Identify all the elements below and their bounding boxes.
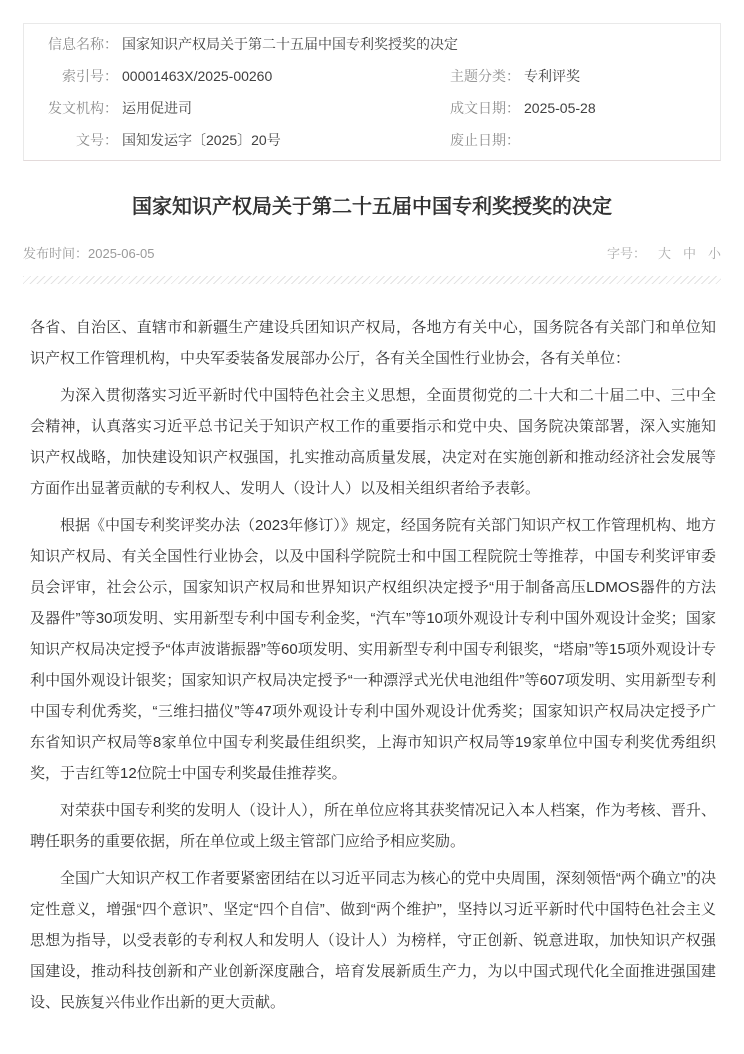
issuing-agency-value: 运用促进司 (122, 100, 192, 116)
body-paragraph: 根据《中国专利奖评奖办法（2023年修订）》规定，经国务院有关部门知识产权工作管理机构、地方知识产权局、有关全国性行业协会，以及中国科学院院士和中国工程院院士等推荐，中国专利奖评审委员会评审，社会公示，国家知识产权局和世界知识产权组织决定授予“用于制备高压LDMOS器件的方法及器件”等30项发明、实用新型专利中国专利金奖，“汽车”等10项外观设计专利中国外观设计金奖；国家知识产权局决定授予“体声波谐振器”等60项发明、实用新型专利中国专利银奖，“塔扇”等15项外观设计专利中国外观设计银奖；国家知识产权局决定授予“一种漂浮式光伏电池组件”等607项发明、实用新型专利中国专利优秀奖，“三维扫描仪”等47项外观设计专利中国外观设计优秀奖；国家知识产权局决定授予广东省知识产权局等8家单位中国专利奖最佳组织奖，上海市知识产权局等19家单位中国专利奖优秀组织奖，于吉红等12位院士中国专利奖最佳推荐奖。 (30, 517, 716, 782)
body-paragraph: 各省、自治区、直辖市和新疆生产建设兵团知识产权局，各地方有关中心，国务院各有关部门和单位知识产权工作管理机构，中央军委装备发展部办公厅，各有关全国性行业协会，各有关单位： (30, 319, 716, 367)
publish-time-value: 2025-06-05 (88, 246, 155, 261)
abolish-date-label: 废止日期： (450, 132, 520, 148)
issuing-agency-label: 发文机构： (48, 100, 118, 116)
font-size-label: 字号： (606, 246, 646, 261)
info-row-index (24, 60, 720, 92)
info-name-label: 信息名称： (48, 36, 118, 52)
body-paragraph: 为深入贯彻落实习近平新时代中国特色社会主义思想，全面贯彻党的二十大和二十届二中、三中全会精神，认真落实习近平总书记关于知识产权工作的重要指示和党中央、国务院决策部署，深入实施知识产权战略，加快建设知识产权强国，扎实推动高质量发展，决定对在实施创新和推动经济社会发展等方面作出显著贡献的专利权人、发明人（设计人）以及相关组织者给予表彰。 (30, 387, 716, 497)
info-row-issuer (24, 92, 720, 124)
doc-number-value: 国知发运字〔2025〕20号 (122, 132, 281, 148)
article-body (0, 284, 744, 1054)
doc-number-label: 文号： (76, 132, 118, 148)
font-size-small-button[interactable]: 小 (707, 246, 721, 261)
hatched-divider (23, 276, 721, 284)
publish-time (23, 243, 155, 262)
index-number-value: 00001463X/2025-00260 (122, 68, 273, 84)
font-size-medium-button[interactable]: 中 (682, 246, 696, 261)
topic-category-value: 专利评奖 (524, 68, 580, 84)
info-row-docnumber (24, 124, 720, 156)
publish-time-label: 发布时间： (23, 246, 89, 261)
page-title: 国家知识产权局关于第二十五届中国专利奖授奖的决定 (132, 196, 612, 218)
info-name-value: 国家知识产权局关于第二十五届中国专利奖授奖的决定 (122, 36, 458, 52)
issue-date-label: 成文日期： (450, 100, 520, 116)
info-row-name (24, 28, 720, 60)
body-paragraph: 全国广大知识产权工作者要紧密团结在以习近平同志为核心的党中央周围，深刻领悟“两个确立”的决定性意义，增强“四个意识”、坚定“四个自信”、做到“两个维护”，坚持以习近平新时代中国特色社会主义思想为指导，以受表彰的专利权人和发明人（设计人）为榜样，守正创新、锐意进取，加快知识产权强国建设，推动科技创新和产业创新深度融合，培育发展新质生产力，为以中国式现代化全面推进强国建设、民族复兴伟业作出新的更大贡献。 (30, 870, 716, 1011)
font-size-control (607, 243, 721, 262)
body-paragraph: 对荣获中国专利奖的发明人（设计人），所在单位应将其获奖情况记入本人档案，作为考核、晋升、聘任职务的重要依据，所在单位或上级主管部门应给予相应奖励。 (30, 802, 716, 850)
document-info-table (23, 23, 721, 161)
meta-bar (23, 243, 721, 262)
topic-category-label: 主题分类： (450, 68, 520, 84)
issue-date-value: 2025-05-28 (524, 100, 596, 116)
font-size-large-button[interactable]: 大 (657, 246, 671, 261)
index-number-label: 索引号： (62, 68, 118, 84)
